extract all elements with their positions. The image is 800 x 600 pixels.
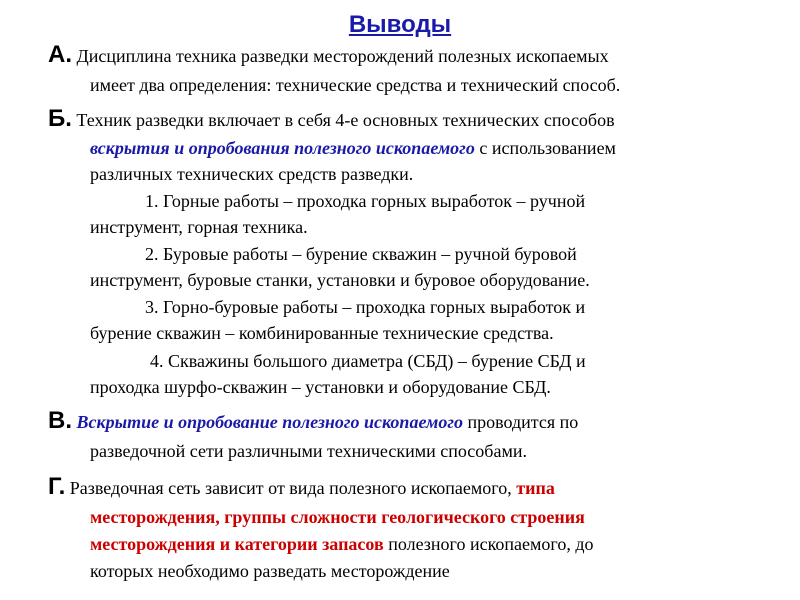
slide-title: Выводы	[348, 11, 452, 38]
method-1-line-2: инструмент, горная техника.	[90, 217, 308, 237]
method-1-line-1: 1. Горные работы – проходка горных выработок – ручной	[145, 191, 586, 211]
section-c-emphasis: Вскрытие и опробование полезного ископаемого	[76, 412, 463, 432]
method-2-line-1: 2. Буровые работы – бурение скважин – ручной буровой	[145, 244, 577, 264]
section-b-marker: Б.	[48, 105, 72, 132]
method-4-line-1: 4. Скважины большого диаметра (СБД) – бурение СБД и	[150, 351, 586, 371]
section-d-red-1: типа	[516, 478, 555, 498]
section-d-text-3-rest: полезного ископаемого, до	[388, 534, 594, 554]
section-d-text-1: Разведочная сеть зависит от вида полезного ископаемого,	[69, 478, 512, 498]
section-b-text-2-rest: с использованием	[479, 138, 616, 158]
section-a-line-1	[48, 41, 609, 68]
section-d-line-3	[90, 533, 594, 555]
method-3-line-1: 3. Горно-буровые работы – проходка горных выработок и	[145, 297, 586, 317]
section-b-text-3: различных технических средств разведки.	[90, 164, 414, 184]
section-b-text-1: Техник разведки включает в себя 4-е основных технических способов	[76, 110, 615, 130]
section-d-marker: Г.	[48, 473, 66, 500]
section-d-red-3: месторождения и категории запасов	[90, 534, 384, 554]
section-a-text-2: имеет два определения: технические средства и технический способ.	[90, 75, 621, 95]
method-3-line-2: бурение скважин – комбинированные технические средства.	[90, 323, 554, 343]
section-b-line-1	[48, 105, 615, 132]
section-c-text-2: разведочной сети различными техническими способами.	[90, 441, 527, 461]
section-d-line-2	[90, 506, 585, 528]
method-4-line-2: проходка шурфо-скважин – установки и оборудование СБД.	[90, 377, 551, 397]
section-d-red-2: месторождения, группы сложности геологического строения	[90, 507, 585, 527]
section-c-marker: В.	[48, 407, 72, 434]
section-d-line-1	[48, 473, 555, 500]
method-2-line-2: инструмент, буровые станки, установки и буровое оборудование.	[90, 270, 590, 290]
section-a-text-1: Дисциплина техника разведки месторождений полезных ископаемых	[76, 46, 609, 66]
section-b-emphasis: вскрытия и опробования полезного ископаемого	[90, 138, 475, 158]
section-c-line-1	[48, 407, 579, 434]
section-a-marker: А.	[48, 41, 72, 68]
section-d-text-4: которых необходимо разведать месторождение	[90, 561, 450, 581]
section-b-line-2	[90, 137, 616, 159]
section-c-text-1-rest: проводится по	[467, 412, 579, 432]
